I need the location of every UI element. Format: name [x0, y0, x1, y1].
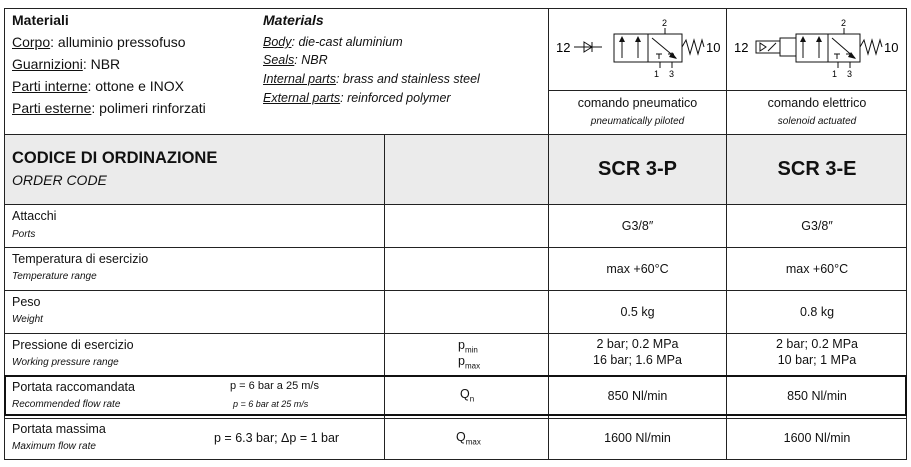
flow-max-label-en: Maximum flow rate [12, 441, 96, 452]
weight-label-it: Peso [12, 295, 41, 309]
pneumatic-caption-en: pneumatically piloted [590, 116, 685, 127]
weight-value-p: 0.5 kg [620, 305, 655, 319]
electric-caption-en: solenoid actuated [777, 116, 857, 127]
electric-caption-it: comando elettrico [767, 96, 867, 110]
port-b1: 1 [654, 69, 660, 79]
pneumatic-caption-it: comando pneumatico [577, 96, 698, 110]
divider-symbol-caption [548, 90, 907, 91]
external-value-en: : reinforced polymer [340, 91, 451, 105]
seals-label-it: Guarnizioni [12, 56, 83, 72]
internal-value-it: : ottone e INOX [87, 78, 184, 94]
internal-label-it: Parti interne [12, 78, 88, 94]
row-line [4, 333, 907, 334]
port-b2: 3 [847, 69, 853, 79]
body-value-it: : alluminio pressofuso [50, 34, 186, 50]
materials-external-it [12, 100, 206, 116]
ports-label-it: Attacchi [12, 209, 57, 223]
ports-value-e: G3/8″ [801, 219, 833, 233]
weight-value-e: 0.8 kg [799, 305, 835, 319]
temp-value-e: max +60°C [785, 262, 849, 276]
order-code-p: SCR 3-P [598, 158, 677, 180]
seals-value-en: : NBR [294, 53, 328, 67]
external-value-it: : polimeri rinforzati [91, 100, 206, 116]
internal-label-en: Internal parts [263, 72, 336, 86]
materials-body-en [263, 35, 403, 49]
order-code-title-it: CODICE DI ORDINAZIONE [12, 149, 218, 167]
materials-seals-it [12, 56, 120, 72]
body-label-it: Corpo [12, 34, 51, 50]
pressure-min-e: 2 bar; 0.2 MPa [776, 337, 858, 351]
seals-value-it: : NBR [82, 56, 121, 72]
row-line [4, 204, 907, 205]
external-label-en: External parts [263, 91, 341, 105]
row-line [4, 247, 907, 248]
row-line [4, 290, 907, 291]
materials-internal-it [12, 78, 184, 94]
pressure-label-it: Pressione di esercizio [12, 338, 134, 352]
external-label-it: Parti esterne [12, 100, 92, 116]
port-left: 12 [734, 40, 749, 55]
port-right: 10 [884, 40, 899, 55]
row-line [4, 134, 907, 135]
ports-label-en: Ports [12, 229, 36, 240]
flow-rec-condition-it: p = 6 bar a 25 m/s [230, 380, 319, 392]
weight-label-en: Weight [12, 314, 43, 325]
pressure-symbol-max: $p_{max}$ [458, 354, 481, 371]
flow-rec-condition-en: p = 6 bar at 25 m/s [233, 399, 309, 409]
port-b2: 3 [669, 69, 675, 79]
pressure-max-p: 16 bar; 1.6 MPa [593, 353, 682, 367]
body-label-en: Body [263, 35, 292, 49]
order-code-e: SCR 3-E [777, 158, 857, 180]
materials-internal-en [263, 72, 480, 86]
port-left: 12 [556, 40, 571, 55]
flow-max-symbol: $Q_{max}$ [456, 430, 481, 447]
pressure-max-e: 10 bar; 1 MPa [777, 353, 857, 367]
temp-label-it: Temperatura di esercizio [12, 252, 149, 266]
pneumatic-valve-symbol [552, 14, 724, 80]
flow-max-condition: p = 6.3 bar; Δp = 1 bar [214, 431, 340, 445]
row-line [4, 418, 907, 419]
flow-rec-label-en: Recommended flow rate [12, 399, 121, 410]
flow-max-value-e: 1600 Nl/min [783, 431, 851, 445]
pressure-symbol-min: $p_{min}$ [458, 338, 478, 355]
port-b1: 1 [832, 69, 838, 79]
internal-value-en: : brass and stainless steel [335, 72, 480, 86]
pressure-min-p: 2 bar; 0.2 MPa [596, 337, 679, 351]
electric-valve-symbol [730, 14, 902, 80]
materials-body-it [12, 34, 186, 50]
materials-seals-en [263, 53, 328, 67]
port-top: 2 [662, 18, 668, 28]
flow-rec-symbol: $Q_n$ [460, 387, 475, 404]
ports-value-p: G3/8″ [621, 219, 654, 233]
pressure-label-en: Working pressure range [12, 357, 119, 368]
materials-title-it: Materiali [12, 12, 69, 28]
flow-max-value-p: 1600 Nl/min [604, 431, 671, 445]
flow-rec-value-e: 850 Nl/min [787, 389, 847, 403]
order-code-title-en: ORDER CODE [12, 172, 107, 188]
materials-external-en [263, 91, 451, 105]
flow-max-label-it: Portata massima [12, 422, 106, 436]
materials-title-en: Materials [263, 12, 324, 28]
flow-rec-value-p: 850 Nl/min [607, 389, 668, 403]
flow-rec-label-it: Portata raccomandata [12, 380, 135, 394]
body-value-en: : die-cast aluminium [291, 35, 403, 49]
temp-value-p: max +60°C [606, 262, 669, 276]
port-right: 10 [706, 40, 721, 55]
port-top: 2 [841, 18, 847, 28]
seals-label-en: Seals [263, 53, 295, 67]
temp-label-en: Temperature range [12, 271, 97, 282]
